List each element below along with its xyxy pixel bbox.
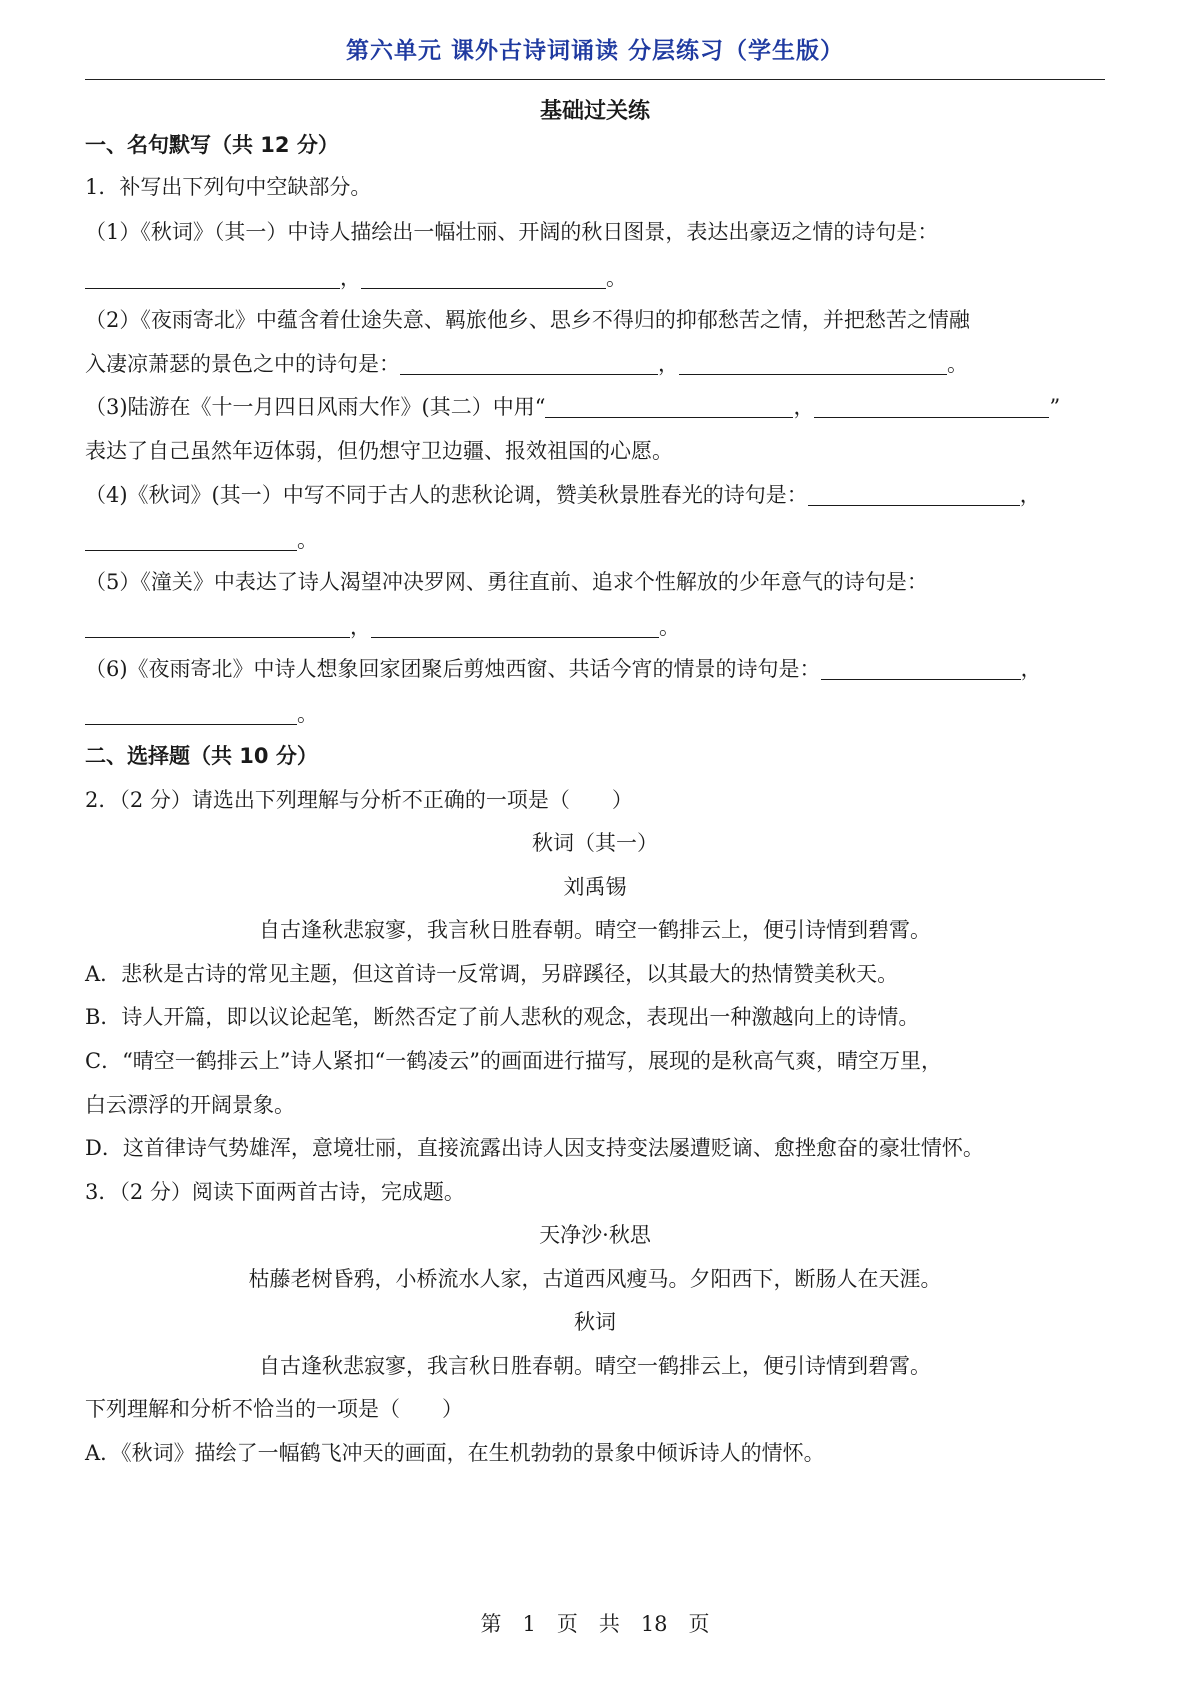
question-2-stem: 2．（2 分）请选出下列理解与分析不正确的一项是（ ） <box>85 788 633 812</box>
question-2-option-b: B．诗人开篇，即以议论起笔，断然否定了前人悲秋的观念，表现出一种激越向上的诗情。 <box>85 1005 920 1029</box>
poem-3-title: 秋词 <box>574 1310 616 1334</box>
question-2-option-c-cont: 白云漂浮的开阔景象。 <box>85 1093 295 1117</box>
question-3-stem: 3．（2 分）阅读下面两首古诗，完成题。 <box>85 1180 465 1204</box>
item-4-answer-line-2 <box>85 525 318 555</box>
item-6-answer-line-2 <box>85 699 318 729</box>
poem-2-title: 天净沙·秋思 <box>539 1223 651 1247</box>
period: 。 <box>297 702 318 726</box>
answer-blank[interactable] <box>85 702 297 725</box>
item-5-answer-line <box>85 612 680 642</box>
comma: ， <box>658 352 679 376</box>
item-4-answer-line <box>85 480 1041 510</box>
answer-blank[interactable] <box>85 266 340 289</box>
question-2-option-d: D．这首律诗气势雄浑，意境壮丽，直接流露出诗人因支持变法屡遭贬谪、愈挫愈奋的豪壮情怀。 <box>85 1136 984 1160</box>
question-2-option-c: C．“晴空一鹤排云上”诗人紧扣“一鹤凌云”的画面进行描写，展现的是秋高气爽，晴空万里， <box>85 1049 943 1073</box>
answer-blank[interactable] <box>679 352 947 375</box>
answer-blank[interactable] <box>821 657 1021 680</box>
item-5-text: （5）《潼关》中表达了诗人渴望冲决罗网、勇往直前、追求个性解放的少年意气的诗句是： <box>85 570 928 594</box>
item-3-text-cont: 表达了自己虽然年迈体弱，但仍想守卫边疆、报效祖国的心愿。 <box>85 439 673 463</box>
item-3-answer-line <box>85 392 1060 422</box>
poem-1-title: 秋词（其一） <box>532 831 658 855</box>
document-header-title: 第六单元 课外古诗词诵读 分层练习（学生版） <box>345 38 844 64</box>
poem-3-text: 自古逢秋悲寂寥，我言秋日胜春朝。晴空一鹤排云上，便引诗情到碧霄。 <box>259 1354 931 1378</box>
period: 。 <box>947 352 968 376</box>
question-3-option-a: A．《秋词》描绘了一幅鹤飞冲天的画面，在生机勃勃的景象中倾诉诗人的情怀。 <box>85 1441 825 1465</box>
answer-blank[interactable] <box>545 395 793 418</box>
question-1-stem: 1．补写出下列句中空缺部分。 <box>85 175 372 199</box>
item-2-answer-line <box>85 349 968 379</box>
poem-1-text: 自古逢秋悲寂寥，我言秋日胜春朝。晴空一鹤排云上，便引诗情到碧霄。 <box>259 918 931 942</box>
answer-blank[interactable] <box>85 615 350 638</box>
header-divider <box>85 79 1105 80</box>
item-3-text: （3)陆游在《十一月四日风雨大作》(其二）中用“ <box>85 395 546 419</box>
comma: ， <box>793 395 815 419</box>
item-2-text: （2）《夜雨寄北》中蕴含着仕途失意、羁旅他乡、思乡不得归的抑郁愁苦之情，并把愁苦之情融 <box>85 308 970 332</box>
poem-1-author: 刘禹锡 <box>563 875 627 899</box>
answer-blank[interactable] <box>814 395 1049 418</box>
answer-blank[interactable] <box>371 615 659 638</box>
question-2-option-a: A．悲秋是古诗的常见主题，但这首诗一反常调，另辟蹊径，以其最大的热情赞美秋天。 <box>85 962 899 986</box>
item-6-text: （6)《夜雨寄北》中诗人想象回家团聚后剪烛西窗、共话今宵的情景的诗句是： <box>85 657 821 681</box>
page-number: 第 1 页 共 18 页 <box>480 1612 710 1636</box>
section-title: 基础过关练 <box>539 99 650 124</box>
item-6-answer-line <box>85 654 1042 684</box>
answer-blank[interactable] <box>85 528 297 551</box>
comma: ， <box>1019 483 1041 507</box>
part2-heading: 二、选择题（共 10 分） <box>85 744 318 768</box>
period: 。 <box>606 266 627 290</box>
item-2-text-cont: 入凄凉萧瑟的景色之中的诗句是： <box>85 352 400 376</box>
answer-blank[interactable] <box>808 483 1020 506</box>
close-quote: ” <box>1049 395 1061 419</box>
question-3-prompt: 下列理解和分析不恰当的一项是（ ） <box>85 1397 463 1421</box>
comma: ， <box>1020 657 1042 681</box>
poem-2-text: 枯藤老树昏鸦，小桥流水人家，古道西风瘦马。夕阳西下，断肠人在天涯。 <box>248 1267 942 1291</box>
part1-heading: 一、名句默写（共 12 分） <box>85 133 339 157</box>
item-1-text: （1）《秋词》（其一）中诗人描绘出一幅壮丽、开阔的秋日图景，表达出豪迈之情的诗句是： <box>85 220 939 244</box>
item-1-answer-line <box>85 263 627 293</box>
item-4-text: （4)《秋词》(其一）中写不同于古人的悲秋论调，赞美秋景胜春光的诗句是： <box>85 483 808 507</box>
answer-blank[interactable] <box>400 352 658 375</box>
answer-blank[interactable] <box>361 266 606 289</box>
comma: ， <box>350 615 371 639</box>
comma: ， <box>340 266 361 290</box>
period: 。 <box>659 615 680 639</box>
period: 。 <box>297 528 318 552</box>
